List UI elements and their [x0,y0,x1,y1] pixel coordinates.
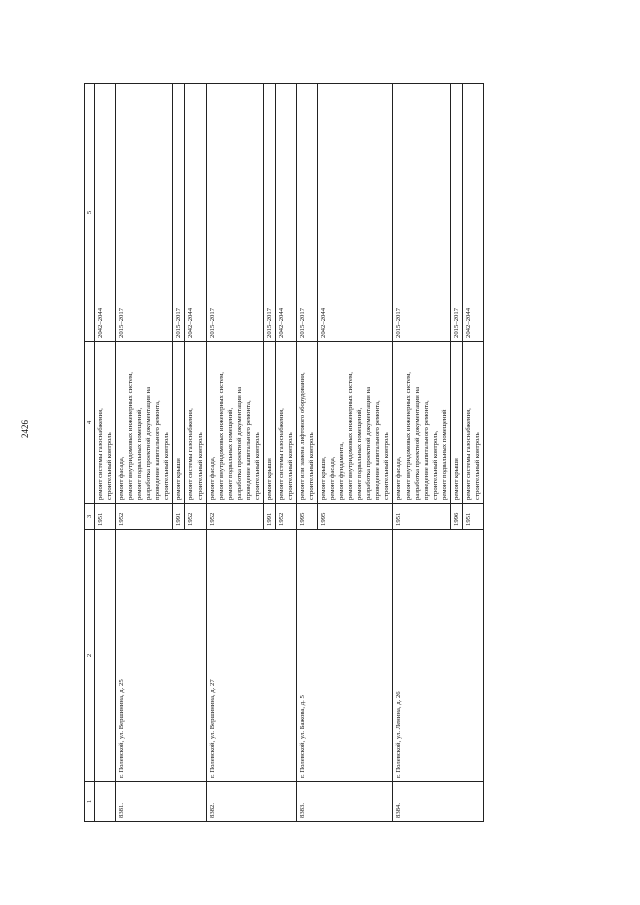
work-cell: ремонт системы газоснабжения, строительный контроль [185,342,206,504]
work-cell: ремонт системы газоснабжения, строительный контроль [275,342,296,504]
work-cell: ремонт крыши [263,342,275,504]
year-cell: 1952 [275,504,296,530]
table-row [393,84,450,822]
page-number: 2426 [20,420,30,438]
year-cell: 1991 [263,504,275,530]
address-cell [95,530,116,782]
header-cell-1: 1 [85,782,95,822]
period-cell: 2015–2017 [173,84,185,342]
address-cell: г. Полевской, ул. Вершинина, д. 25 [116,530,206,782]
period-cell: 2015–2017 [116,84,173,342]
year-cell: 1996 [450,504,462,530]
year-cell: 1952 [185,504,206,530]
address-cell: г. Полевской, ул. Ленина, д. 26 [393,530,483,782]
period-cell: 2015–2017 [450,84,462,342]
period-cell: 2015–2017 [263,84,275,342]
period-cell: 2015–2017 [393,84,450,342]
work-cell: ремонт крыши [450,342,462,504]
header-row [85,84,95,822]
work-cell: ремонт фасада, ремонт внутридомовых инженерных систем, ремонт подвальных помещений, разработка проектной документации на проведение капитального ремонта, строительный контроль [116,342,173,504]
year-cell: 1951 [393,504,450,530]
table-row [296,84,317,822]
row-number-cell: 8381. [116,782,206,822]
work-cell: ремонт фасада, ремонт внутридомовых инженерных систем, ремонт подвальных помещений, разработка проектной документации на проведение капитального ремонта, строительный контроль [206,342,263,504]
year-cell: 1995 [296,504,317,530]
table-row [116,84,173,822]
row-number-cell [95,782,116,822]
row-number-cell: 8384. [393,782,483,822]
table-row [95,84,116,822]
work-cell: ремонт фасада, ремонт внутридомовых инженерных систем, разработка проектной документации на проведение капитального ремонта, строительный контроль, ремонт подвальных помещений [393,342,450,504]
year-cell: 1952 [206,504,263,530]
work-cell: ремонт системы газоснабжения, строительный контроль [95,342,116,504]
address-cell: г. Полевской, ул. Бажова, д. 5 [296,530,392,782]
header-cell-3: 3 [85,504,95,530]
address-cell: г. Полевской, ул. Вершинина, д. 27 [206,530,296,782]
year-cell: 1995 [318,504,393,530]
period-cell: 2042–2044 [275,84,296,342]
table [84,83,484,822]
row-number-cell: 8382. [206,782,296,822]
header-cell-2: 2 [85,530,95,782]
period-cell: 2042–2044 [462,84,483,342]
work-cell: ремонт системы газоснабжения, строительный контроль [462,342,483,504]
header-cell-4: 4 [85,342,95,504]
repair-schedule-table [84,84,599,822]
year-cell: 1952 [116,504,173,530]
period-cell: 2015–2017 [296,84,317,342]
period-cell: 2042–2044 [318,84,393,342]
work-cell: ремонт или замена лифтового оборудования, строительный контроль [296,342,317,504]
year-cell: 1951 [95,504,116,530]
work-cell: ремонт крыши [173,342,185,504]
table-row [206,84,263,822]
year-cell: 1951 [462,504,483,530]
header-cell-5: 5 [85,84,95,342]
row-number-cell: 8383. [296,782,392,822]
period-cell: 2042–2044 [185,84,206,342]
year-cell: 1991 [173,504,185,530]
period-cell: 2042–2044 [95,84,116,342]
period-cell: 2015–2017 [206,84,263,342]
work-cell: ремонт крыши, ремонт фасада, ремонт фундамента, ремонт внутридомовых инженерных систем, ремонт подвальных помещений, разработка проектной документации на проведение капитального ремонта, строительный контроль [318,342,393,504]
